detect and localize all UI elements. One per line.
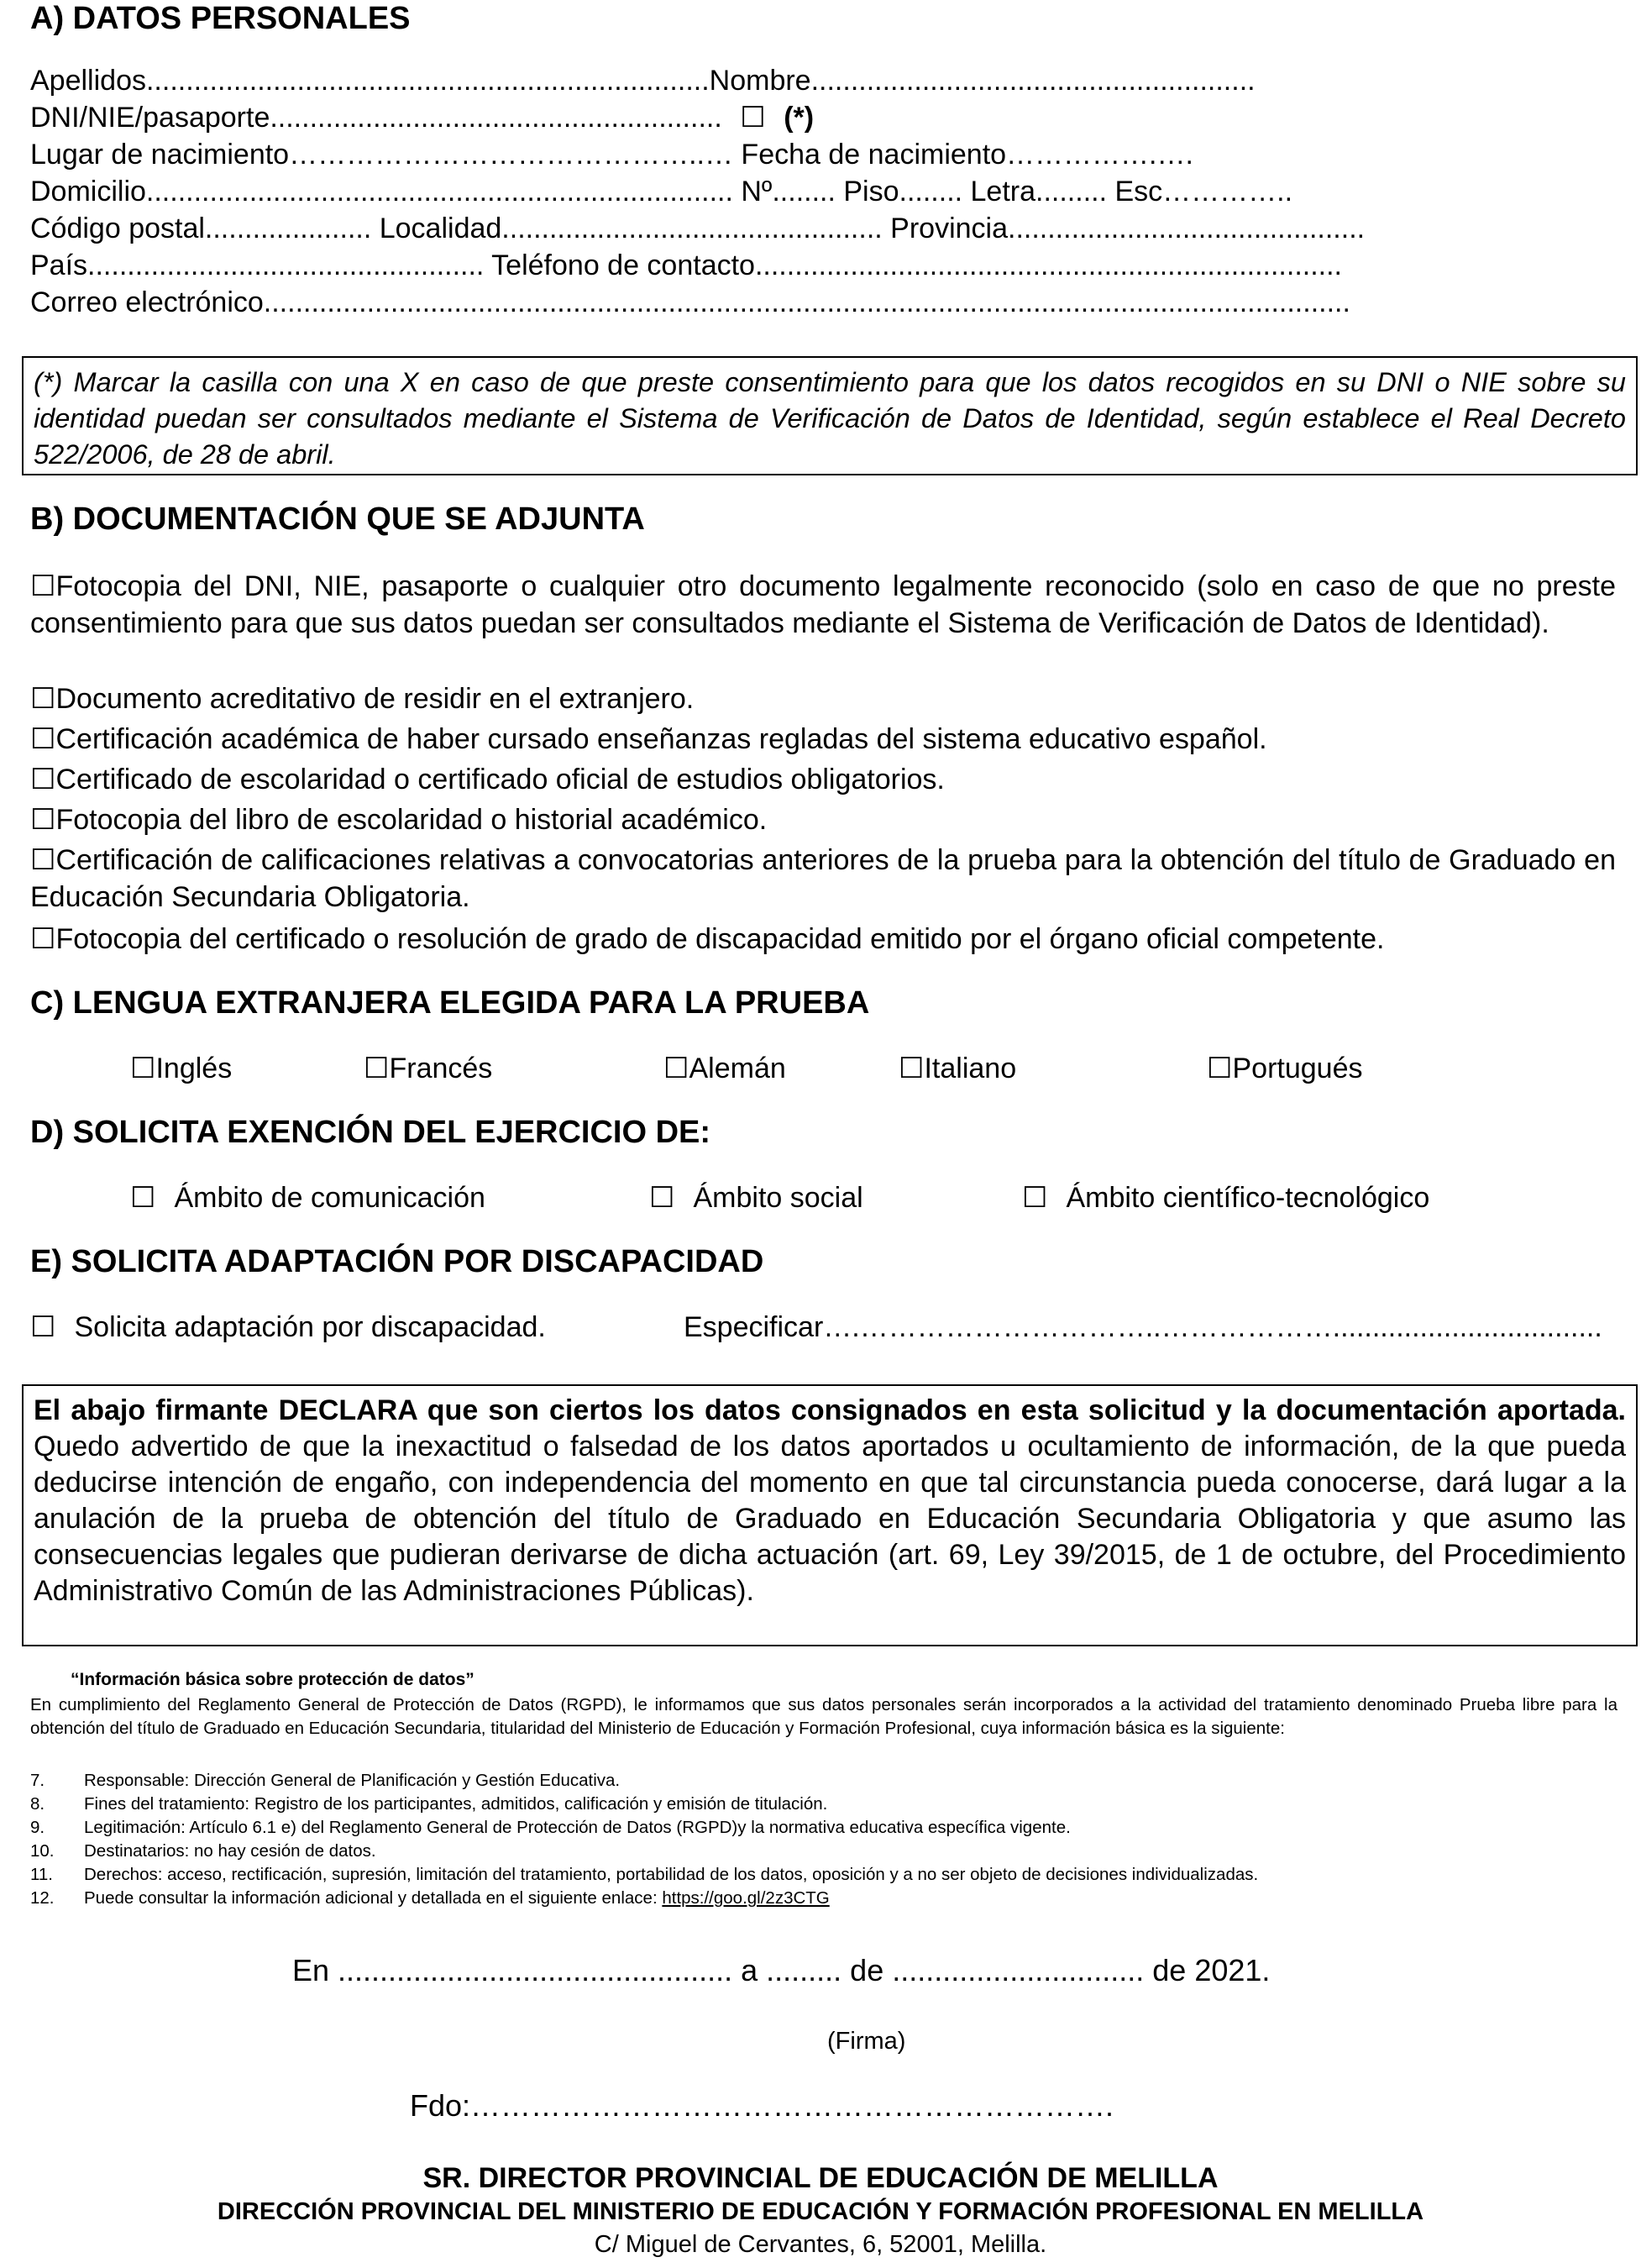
doc-label-certificacion: Certificación académica de haber cursado enseñanzas regladas del sistema educativo español. — [55, 723, 1267, 755]
exencion-label: Ámbito de comunicación — [174, 1182, 485, 1214]
privacy-item-num: 10. — [30, 1841, 55, 1861]
consent-mark: (*) — [784, 102, 815, 134]
doc-label-calificaciones: Certificación de calificaciones relativas a convocatorias anteriores de la prueba para la obtención del título de Graduado en Educación Secundaria Obligatoria. — [30, 844, 1616, 913]
place-date-line[interactable]: En ............................................... a ......... de .............................. de 2021. — [292, 1953, 1271, 1987]
lang-label: Portugués — [1232, 1053, 1363, 1084]
exencion-option-social[interactable] — [649, 1179, 863, 1216]
lang-label: Alemán — [689, 1053, 786, 1084]
exencion-option-comunicacion[interactable] — [130, 1179, 485, 1216]
addressee-address: C/ Miguel de Cervantes, 6, 52001, Melilla. — [594, 2231, 1047, 2258]
codigo-postal-line[interactable]: Código postal..................... Localidad................................................ Provincia............................................. — [30, 213, 1366, 244]
privacy-item-num: 11. — [30, 1865, 53, 1884]
doc-checkbox-calificaciones[interactable]: ☐ — [30, 844, 56, 876]
doc-checkbox-escolaridad[interactable]: ☐ — [30, 764, 56, 795]
lang-option-aleman[interactable] — [663, 1050, 786, 1087]
lang-option-frances[interactable] — [364, 1050, 492, 1087]
declaration-bold: El abajo firmante DECLARA que son ciertos los datos consignados en esta solicitud y la documentación aportada. — [34, 1394, 1626, 1426]
doc-checkbox-extranjero[interactable]: ☐ — [30, 683, 56, 715]
correo-line[interactable]: Correo electrónico......................................................................................................................................... — [30, 286, 1350, 318]
domicilio-line[interactable]: Domicilio.......................................................................... Nº........ Piso........ Letra......... Esc………….. — [30, 176, 1293, 207]
privacy-item — [30, 1793, 1617, 1816]
fdo-line[interactable]: Fdo:………………………………………………………. — [410, 2088, 1114, 2123]
privacy-title: “Información básica sobre protección de datos” — [71, 1670, 474, 1689]
doc-label-escolaridad: Certificado de escolaridad o certificado oficial de estudios obligatorios. — [55, 764, 945, 795]
privacy-item-text: Fines del tratamiento: Registro de los participantes, admitidos, calificación y emisión de titulación. — [84, 1794, 828, 1814]
doc-item-discapacidad[interactable] — [30, 921, 1616, 958]
doc-checkbox-dni[interactable]: ☐ — [30, 570, 56, 602]
privacy-item — [30, 1887, 1617, 1910]
privacy-item-num: 7. — [30, 1771, 45, 1790]
doc-checkbox-libro[interactable]: ☐ — [30, 804, 56, 836]
addressee-office: DIRECCIÓN PROVINCIAL DEL MINISTERIO DE EDUCACIÓN Y FORMACIÓN PROFESIONAL EN MELILLA — [217, 2198, 1424, 2225]
addressee-title: SR. DIRECTOR PROVINCIAL DE EDUCACIÓN DE MELILLA — [422, 2162, 1219, 2194]
lang-option-portugues[interactable] — [1207, 1050, 1362, 1087]
lang-checkbox[interactable]: ☐ — [1207, 1053, 1233, 1084]
apellidos-nombre-line[interactable]: Apellidos.......................................................................Nombre........................................................ — [30, 65, 1256, 97]
exencion-option-cientifico[interactable] — [1022, 1179, 1429, 1216]
lang-checkbox[interactable]: ☐ — [899, 1053, 925, 1084]
pais-telefono-line[interactable]: País.................................................. Teléfono de contacto.......................................................................... — [30, 249, 1342, 281]
privacy-item — [30, 1816, 1617, 1840]
privacy-item-text: Puede consultar la información adicional y detallada en el siguiente enlace: — [84, 1888, 663, 1908]
lang-label: Italiano — [924, 1053, 1017, 1084]
declaration-text: Quedo advertido de que la inexactitud o falsedad de los datos aportados u ocultamiento de información, de la que pueda deducirse intención de engaño, con independencia del momento en que tal circunstancia pueda conocerse, dará lugar a la anulación de la prueba de obtención del título de Graduado en Educación Secundaria Obligatoria y que asumo las consecuencias legales que pudieran derivarse de dicha actuación (art. 69, Ley 39/2015, de 1 de octubre, del Procedimiento Administrativo Común de las Administraciones Públicas). — [34, 1431, 1626, 1607]
dni-line — [30, 99, 814, 136]
section-d-title: D) SOLICITA EXENCIÓN DEL EJERCICIO DE: — [30, 1115, 711, 1150]
privacy-item-text: Legitimación: Artículo 6.1 e) del Reglamento General de Protección de Datos (RGPD)y la normativa educativa específica vigente. — [84, 1818, 1071, 1837]
privacy-item-num: 9. — [30, 1818, 45, 1837]
lang-option-ingles[interactable] — [130, 1050, 232, 1087]
doc-label-discapacidad: Fotocopia del certificado o resolución de grado de discapacidad emitido por el órgano oficial competente. — [55, 923, 1385, 955]
doc-item-dni[interactable] — [30, 568, 1616, 642]
privacy-item-text: Derechos: acceso, rectificación, supresión, limitación del tratamiento, portabilidad de los datos, oposición y a no ser objeto de decisiones individualizadas. — [84, 1865, 1259, 1884]
exencion-label: Ámbito científico-tecnológico — [1066, 1182, 1430, 1214]
dni-field[interactable]: DNI/NIE/pasaporte......................................................... — [30, 102, 722, 134]
consent-note-box: (*) Marcar la casilla con una X en caso de que preste consentimiento para que los datos recogidos en su DNI o NIE sobre su identidad puedan ser consultados mediante el Sistema de Verificación de Datos de Identidad, según establece el Real Decreto 522/2006, de 28 de abril. — [22, 356, 1638, 475]
doc-label-dni: Fotocopia del DNI, NIE, pasaporte o cualquier otro documento legalmente reconocido (solo en caso de que no preste consentimiento para que sus datos puedan ser consultados mediante el Sistema de Verificación de Datos de Identidad). — [30, 570, 1616, 639]
adaptacion-checkbox[interactable]: ☐ — [30, 1311, 56, 1343]
exencion-checkbox[interactable]: ☐ — [130, 1182, 156, 1214]
lang-option-italiano[interactable] — [899, 1050, 1016, 1087]
adaptacion-label: Solicita adaptación por discapacidad. — [74, 1311, 546, 1343]
firma-label: (Firma) — [827, 2028, 906, 2055]
section-c-title: C) LENGUA EXTRANJERA ELEGIDA PARA LA PRUEBA — [30, 985, 870, 1021]
section-b-title: B) DOCUMENTACIÓN QUE SE ADJUNTA — [30, 501, 645, 537]
adaptacion-option[interactable] — [30, 1309, 546, 1346]
privacy-item-num: 8. — [30, 1794, 45, 1814]
doc-label-extranjero: Documento acreditativo de residir en el extranjero. — [55, 683, 695, 715]
lang-label: Francés — [389, 1053, 493, 1084]
privacy-link[interactable]: https://goo.gl/2z3CTG — [662, 1888, 830, 1908]
doc-item-certificacion[interactable] — [30, 721, 1616, 758]
privacy-intro: En cumplimiento del Reglamento General de Protección de Datos (RGPD), le informamos que sus datos personales serán incorporados a la actividad del tratamiento denominado Prueba libre para la obtención del título de Graduado en Educación Secundaria, titularidad del Ministerio de Educación y Formación Profesional, cuya información básica es la siguiente: — [30, 1695, 1617, 1738]
doc-item-extranjero[interactable] — [30, 680, 1616, 717]
exencion-checkbox[interactable]: ☐ — [1022, 1182, 1048, 1214]
privacy-item-text: Destinatarios: no hay cesión de datos. — [84, 1841, 376, 1861]
privacy-item — [30, 1863, 1617, 1887]
privacy-item — [30, 1840, 1617, 1863]
doc-item-libro[interactable] — [30, 801, 1616, 838]
doc-checkbox-certificacion[interactable]: ☐ — [30, 723, 56, 755]
lang-checkbox[interactable]: ☐ — [130, 1053, 156, 1084]
dni-consent-checkbox[interactable]: ☐ — [740, 102, 766, 134]
exencion-label: Ámbito social — [693, 1182, 863, 1214]
section-e-title: E) SOLICITA ADAPTACIÓN POR DISCAPACIDAD — [30, 1244, 764, 1279]
doc-checkbox-discapacidad[interactable]: ☐ — [30, 923, 56, 955]
doc-item-calificaciones[interactable] — [30, 842, 1616, 916]
privacy-item-num: 12. — [30, 1888, 55, 1908]
lang-label: Inglés — [155, 1053, 233, 1084]
lang-checkbox[interactable]: ☐ — [364, 1053, 390, 1084]
doc-item-escolaridad[interactable] — [30, 761, 1616, 798]
privacy-item — [30, 1769, 1617, 1793]
nacimiento-line[interactable]: Lugar de nacimiento……………………………………..… Fecha de nacimiento…………….…. — [30, 139, 1193, 171]
privacy-item-text: Responsable: Dirección General de Planificación y Gestión Educativa. — [84, 1771, 621, 1790]
declaration-box — [22, 1384, 1638, 1646]
section-a-title: A) DATOS PERSONALES — [30, 1, 411, 36]
especificar-field[interactable]: Especificar….…………………………..……………….................................. — [684, 1311, 1602, 1343]
exencion-checkbox[interactable]: ☐ — [649, 1182, 675, 1214]
privacy-list — [30, 1769, 1617, 1910]
lang-checkbox[interactable]: ☐ — [663, 1053, 689, 1084]
doc-label-libro: Fotocopia del libro de escolaridad o historial académico. — [55, 804, 768, 836]
